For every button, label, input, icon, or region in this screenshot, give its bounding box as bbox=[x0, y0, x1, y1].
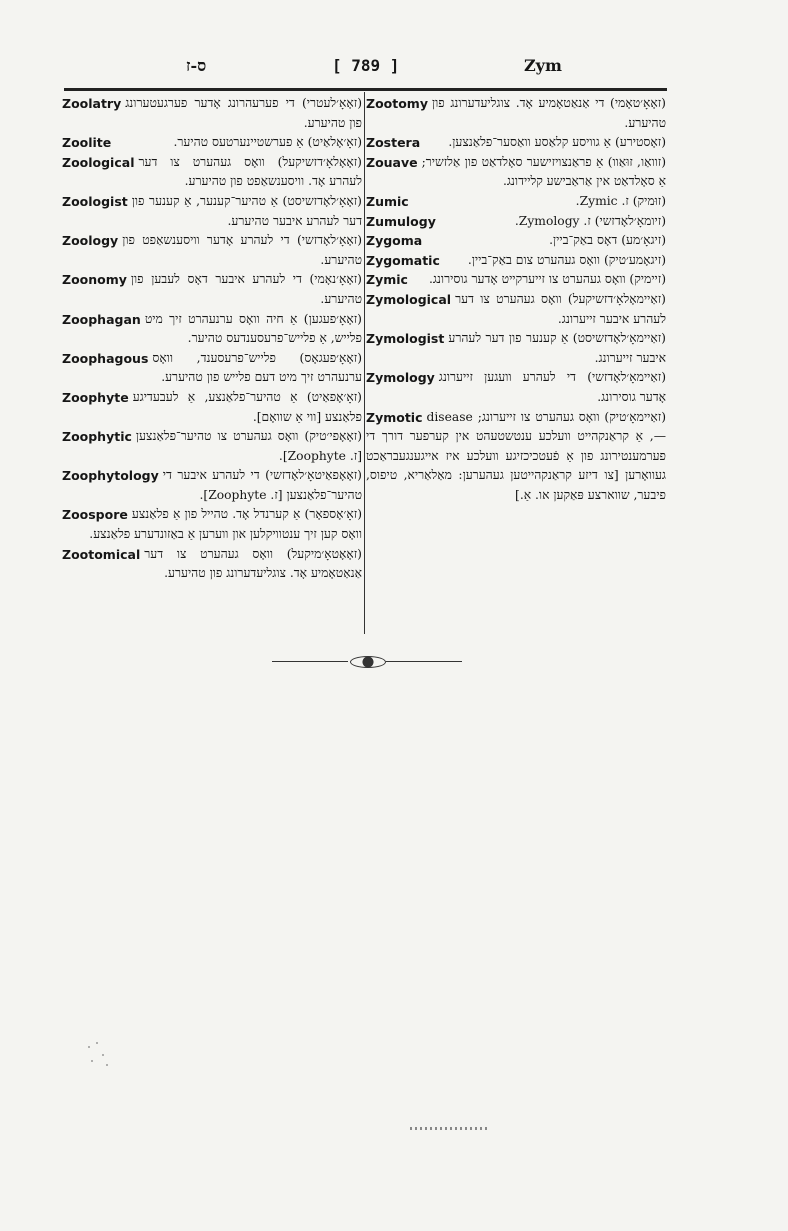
dictionary-entry bbox=[366, 133, 666, 153]
entry-pronunciation: (זאַיימאָלאָ׳דזשיקעל) bbox=[567, 291, 666, 306]
entry-definition: די לעהרע איבער די טהיער־פלאַנצען [ז. Zoophyte]. bbox=[162, 468, 362, 502]
entry-headword: Zoology bbox=[62, 233, 119, 249]
dictionary-entry bbox=[62, 427, 362, 466]
entry-definition: אַ גוויסע קלאַסע וואַסער־פלאַנצען. bbox=[448, 135, 612, 150]
entry-definition: דאָס באַק־ביין. bbox=[549, 233, 618, 248]
entry-definition: אַ חיה וואָס ערנעהרט זיך מיט פלייש, אַ פלייש־פרעסענדעס טהיער. bbox=[144, 311, 362, 346]
entry-pronunciation: (זאָאָ׳לאָדזשיסט) bbox=[282, 193, 362, 208]
entry-definition: אַ פראַנצויזישער סאָלדאַט פון אַלזשיר; אַ סאָלדאַט אין אַראַבישע קליידונג. bbox=[421, 154, 666, 189]
left-column bbox=[62, 94, 362, 584]
header-left-marker: ס-ז bbox=[186, 56, 207, 75]
entry-definition: די אַנאַטאָמיע אָד. צוגליעדערונג פון טהיערע. bbox=[431, 96, 666, 130]
entry-pronunciation: (זיימיק) bbox=[629, 272, 666, 287]
entry-pronunciation: (זאָאָ׳פעגען) bbox=[303, 311, 362, 326]
dictionary-entry bbox=[62, 270, 362, 309]
entry-pronunciation: (זאָ׳אָלאַיט) bbox=[307, 135, 362, 150]
entry-definition: די לעהרע אָדער וויסענשאַפט פון טהיערע. bbox=[122, 233, 362, 267]
dictionary-entry bbox=[62, 192, 362, 231]
entry-definition: די פערעהרונג אָדער פערגעטערונג פון טהיערע. bbox=[125, 96, 362, 130]
paper-smudge bbox=[410, 1127, 490, 1130]
dictionary-entry bbox=[62, 94, 362, 133]
entry-definition: וואָס געהערט צו דער אַנאַטאָמיע אָד. צוגליעדערונג פון טהיערע. bbox=[144, 546, 362, 581]
entry-pronunciation: (זאָאָטאָ׳מיקעל) bbox=[286, 546, 362, 561]
entry-pronunciation: (זיגאָמע׳טיק) bbox=[603, 252, 666, 267]
entry-headword: Zygomatic bbox=[366, 252, 440, 268]
dictionary-entry bbox=[62, 505, 362, 544]
entry-headword: Zoolatry bbox=[62, 96, 122, 111]
dictionary-entry bbox=[62, 388, 362, 427]
page-number: [ 789 ] bbox=[332, 56, 400, 75]
entry-definition: די לעהרע וועגען זייערונג אָדער גוסירונג. bbox=[438, 370, 666, 404]
entry-headword: Zootomical bbox=[62, 546, 141, 562]
dictionary-entry bbox=[62, 153, 362, 192]
header-guide-word: Zym bbox=[524, 56, 562, 75]
entry-headword: Zumulogy bbox=[366, 213, 436, 229]
dictionary-entry bbox=[62, 545, 362, 584]
entry-definition: אַ קענער פון דער לעהרע איבער זייערונג. bbox=[448, 331, 666, 365]
paper-specks bbox=[84, 1040, 114, 1070]
dictionary-entry bbox=[366, 94, 666, 133]
entry-pronunciation: (זאָ׳אָפאַיט) bbox=[306, 389, 362, 404]
dictionary-entry bbox=[366, 153, 666, 192]
entry-definition: אַ טהיער־פלאַנצע, אַ לעבעדיגע פלאַנצע [ווי אַ שוואָם]. bbox=[132, 389, 362, 424]
entry-pronunciation: (זאָאָ׳לעטרי) bbox=[301, 96, 362, 110]
entry-definition: אַ פערשטיינערטעס טהיער. bbox=[173, 135, 304, 150]
entry-definition: וואָס געהערט צום באַק־ביין. bbox=[467, 252, 601, 267]
entry-headword: Zouave bbox=[366, 154, 418, 170]
dictionary-entry bbox=[366, 368, 666, 407]
entry-definition: וואָס געהערט צו טהיער־פלאַנצען [ז. Zoophyte]. bbox=[135, 429, 362, 463]
entry-pronunciation: (זיומאָ׳לאָדזשי) bbox=[594, 213, 666, 228]
entry-definition: וואָס געהערט צו דער לעהרע אָד. וויסענשאַפט פון טהיערע. bbox=[138, 154, 362, 189]
entry-pronunciation: (זאַיימאָ׳טיק) bbox=[604, 409, 666, 424]
entry-headword: Zoophagous bbox=[62, 350, 149, 366]
entry-headword: Zymology bbox=[366, 370, 435, 386]
entry-headword: Zoolite bbox=[62, 135, 112, 151]
entry-pronunciation: (זוואַו, זוּאַוו) bbox=[607, 154, 666, 169]
entry-pronunciation: (זאָאָ׳לאָדזשי) bbox=[296, 233, 362, 248]
entry-definition: ז. Zymic. bbox=[575, 193, 629, 208]
entry-headword: Zostera bbox=[366, 135, 421, 151]
dictionary-entry bbox=[62, 466, 362, 505]
entry-headword: Zumic bbox=[366, 193, 409, 209]
entry-headword: Zoophagan bbox=[62, 311, 141, 327]
column-divider bbox=[364, 92, 365, 634]
dictionary-entry bbox=[366, 251, 666, 271]
dictionary-entry bbox=[62, 310, 362, 349]
entry-pronunciation: (זאָאָ׳נאָמי) bbox=[309, 272, 362, 287]
entry-definition: וואָס געהערט צו זייערקייט אָדער גוסירונג. bbox=[428, 272, 626, 287]
entry-headword: Zoophyte bbox=[62, 389, 129, 405]
dictionary-entry bbox=[366, 270, 666, 290]
entry-pronunciation: (זאָאָלאָ׳דזשיקעל) bbox=[277, 154, 362, 169]
entry-definition: די לעהרע איבער דאָס לעבען פון טהיערע. bbox=[130, 272, 362, 306]
entry-pronunciation: (זאָ׳אָספאָר) bbox=[304, 507, 362, 522]
entry-headword: Zoophytic bbox=[62, 429, 132, 445]
entry-definition: אַ טהיער־קענער, אַ קענער פון דער לעהרע איבער טהיערע. bbox=[131, 193, 362, 228]
entry-definition: וואָס געהערט צו זייערונג; disease —, אַ קראַנקהייט וועלכע ענטשטעהט אין קערפער דורך די פערמענטירונג פון אַ פֿעטכיכזיגע וועלכע איז אייגענגעבראַכט געוואָרען [צו דיזע קראַנקהייטען געהערען: מאַלאַריא, טיפוס, פיבער, שווארצע פּאַקען או. אַ.] bbox=[366, 409, 666, 502]
dictionary-entry bbox=[366, 408, 666, 506]
entry-definition: וואָס געהערט צו דער לעהרע איבער זייערונג. bbox=[455, 291, 666, 326]
entry-headword: Zymotic bbox=[366, 409, 423, 425]
dictionary-entry bbox=[62, 133, 362, 153]
entry-pronunciation: (זוּמיק) bbox=[632, 193, 666, 208]
entry-pronunciation: (זאַיימאָ׳לאָדזשיסט) bbox=[572, 331, 666, 346]
right-column bbox=[366, 94, 666, 505]
entry-pronunciation: (זיגאָ׳מע) bbox=[621, 233, 666, 248]
entry-headword: Zootomy bbox=[366, 96, 428, 111]
dictionary-entry bbox=[62, 231, 362, 270]
entry-headword: Zymic bbox=[366, 272, 408, 288]
entry-definition: ז. Zymology. bbox=[514, 213, 591, 228]
entry-pronunciation: (זאָאָ׳טאָמי) bbox=[610, 96, 666, 110]
entry-headword: Zygoma bbox=[366, 233, 423, 249]
header-rule bbox=[64, 88, 667, 91]
entry-headword: Zoospore bbox=[62, 507, 128, 523]
end-ornament bbox=[272, 656, 462, 668]
entry-headword: Zymologist bbox=[366, 331, 445, 347]
dictionary-entry bbox=[366, 212, 666, 232]
page-header bbox=[64, 50, 669, 80]
entry-headword: Zoologist bbox=[62, 193, 128, 209]
entry-headword: Zymological bbox=[366, 291, 452, 307]
entry-pronunciation: (זאָאָפאַיטאָ׳לאָדזשי) bbox=[265, 468, 362, 483]
dictionary-entry bbox=[366, 231, 666, 251]
entry-headword: Zoological bbox=[62, 154, 135, 170]
dictionary-entry bbox=[366, 329, 666, 368]
entry-pronunciation: (זאַיימאָ׳לאָדזשי) bbox=[587, 370, 666, 385]
entry-pronunciation: (זאָאָ׳פעגאָס) bbox=[299, 350, 362, 365]
entry-headword: Zoophytology bbox=[62, 468, 159, 484]
entry-pronunciation: (זאָאָפי׳טיק) bbox=[304, 429, 362, 444]
entry-definition: אַ קערנדל אָד. טהייל פון אַ פלאַנצע וואָס קען זיך ענטוויקלען און ווערען אַ באַזונדערע פלאַנצע. bbox=[89, 507, 362, 542]
entry-definition: פלייש־פרעסענד, וואָס ערנעהרט זיך מיט דעם פלייש פון טהיערע. bbox=[152, 350, 362, 385]
dictionary-entry bbox=[62, 349, 362, 388]
dictionary-entry bbox=[366, 290, 666, 329]
entry-headword: Zoonomy bbox=[62, 272, 127, 288]
entry-pronunciation: (זאָסטירע) bbox=[614, 135, 666, 150]
dictionary-entry bbox=[366, 192, 666, 212]
